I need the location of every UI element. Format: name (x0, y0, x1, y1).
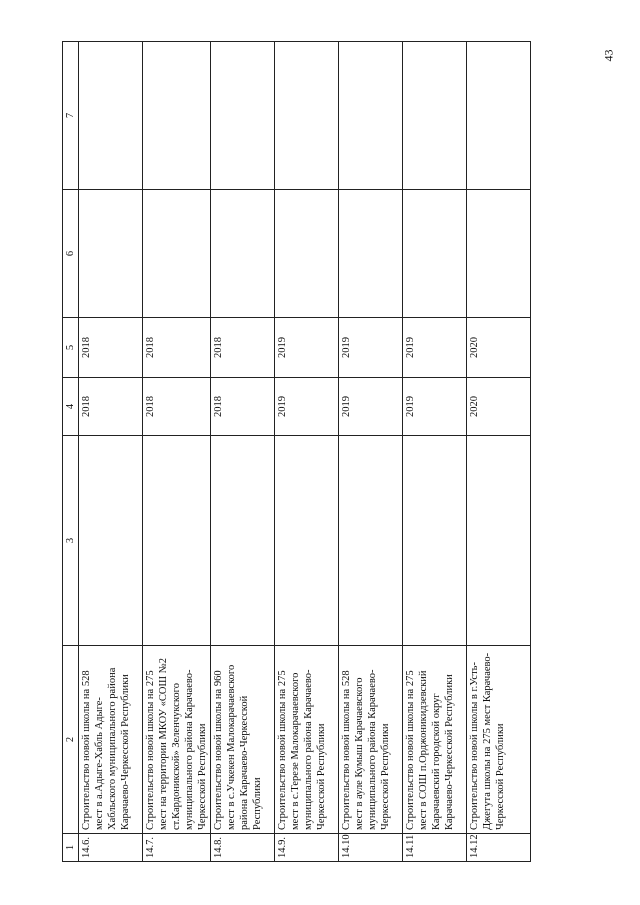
cell-col7 (275, 42, 339, 190)
cell-col7 (467, 42, 531, 190)
cell-col3 (143, 436, 211, 646)
column-number-row (63, 42, 79, 862)
column-header: 5 (63, 318, 79, 378)
cell-col5: 2019 (403, 318, 467, 378)
table-row (339, 42, 403, 862)
row-number: 14.12 (467, 834, 531, 862)
row-number: 14.8. (211, 834, 275, 862)
cell-col4: 2018 (79, 378, 143, 436)
cell-col5: 2019 (275, 318, 339, 378)
cell-col7 (403, 42, 467, 190)
cell-col5: 2020 (467, 318, 531, 378)
cell-col3 (467, 436, 531, 646)
cell-col3 (339, 436, 403, 646)
cell-col6 (275, 190, 339, 318)
column-header: 2 (63, 646, 79, 834)
cell-col5: 2018 (143, 318, 211, 378)
column-header: 4 (63, 378, 79, 436)
row-number: 14.10 (339, 834, 403, 862)
cell-col6 (403, 190, 467, 318)
cell-col3 (211, 436, 275, 646)
cell-col3 (403, 436, 467, 646)
table-row (143, 42, 211, 862)
cell-col6 (79, 190, 143, 318)
row-number: 14.11 (403, 834, 467, 862)
project-name: Строительство новой школы на 275 мест в СОШ п.Орджоникидзевский Карачаевский городской округ Карачаево-Черкесской Республики (403, 646, 467, 834)
project-name: Строительство новой школы на 528 мест в а.Адыге-Хабль Адыге-Хабльского муниципального района Карачаево-Черкесской Республики (79, 646, 143, 834)
page-number: 43 (601, 49, 616, 62)
project-name: Строительство новой школы на 275 мест на территории МКОУ «СОШ №2 ст.Кардоникской» Зеленчукского муниципального района Карачаево-Черкесской Республики (143, 646, 211, 834)
table-row (275, 42, 339, 862)
project-name: Строительство новой школы на 528 мест в ауле Кумыш Карачаевского муниципального района Карачаево-Черкесской Республики (339, 646, 403, 834)
column-header: 1 (63, 834, 79, 862)
cell-col7 (211, 42, 275, 190)
program-table (62, 41, 531, 862)
column-header: 7 (63, 42, 79, 190)
column-header: 6 (63, 190, 79, 318)
cell-col7 (143, 42, 211, 190)
cell-col4: 2018 (211, 378, 275, 436)
cell-col4: 2019 (275, 378, 339, 436)
project-name: Строительство новой школы на 960 мест в с.Учкекен Малокарачаевского района Карачаево-Черкесской Республики (211, 646, 275, 834)
cell-col4: 2018 (143, 378, 211, 436)
cell-col3 (79, 436, 143, 646)
table-row (467, 42, 531, 862)
cell-col6 (143, 190, 211, 318)
cell-col5: 2018 (211, 318, 275, 378)
cell-col5: 2019 (339, 318, 403, 378)
cell-col6 (211, 190, 275, 318)
cell-col6 (339, 190, 403, 318)
table-row (403, 42, 467, 862)
cell-col4: 2019 (403, 378, 467, 436)
cell-col5: 2018 (79, 318, 143, 378)
cell-col7 (79, 42, 143, 190)
cell-col7 (339, 42, 403, 190)
cell-col4: 2019 (339, 378, 403, 436)
cell-col3 (275, 436, 339, 646)
project-name: Строительство новой школы в г.Усть-Джегута школы на 275 мест Карачаево-Черкесской Республики (467, 646, 531, 834)
table-row (211, 42, 275, 862)
column-header: 3 (63, 436, 79, 646)
row-number: 14.9. (275, 834, 339, 862)
row-number: 14.6. (79, 834, 143, 862)
cell-col4: 2020 (467, 378, 531, 436)
cell-col6 (467, 190, 531, 318)
rotated-document (62, 42, 602, 862)
project-name: Строительство новой школы на 275 мест в с.Терезе Малокарачаевского муниципального района Карачаево-Черкесской Республики (275, 646, 339, 834)
table-row (79, 42, 143, 862)
row-number: 14.7. (143, 834, 211, 862)
